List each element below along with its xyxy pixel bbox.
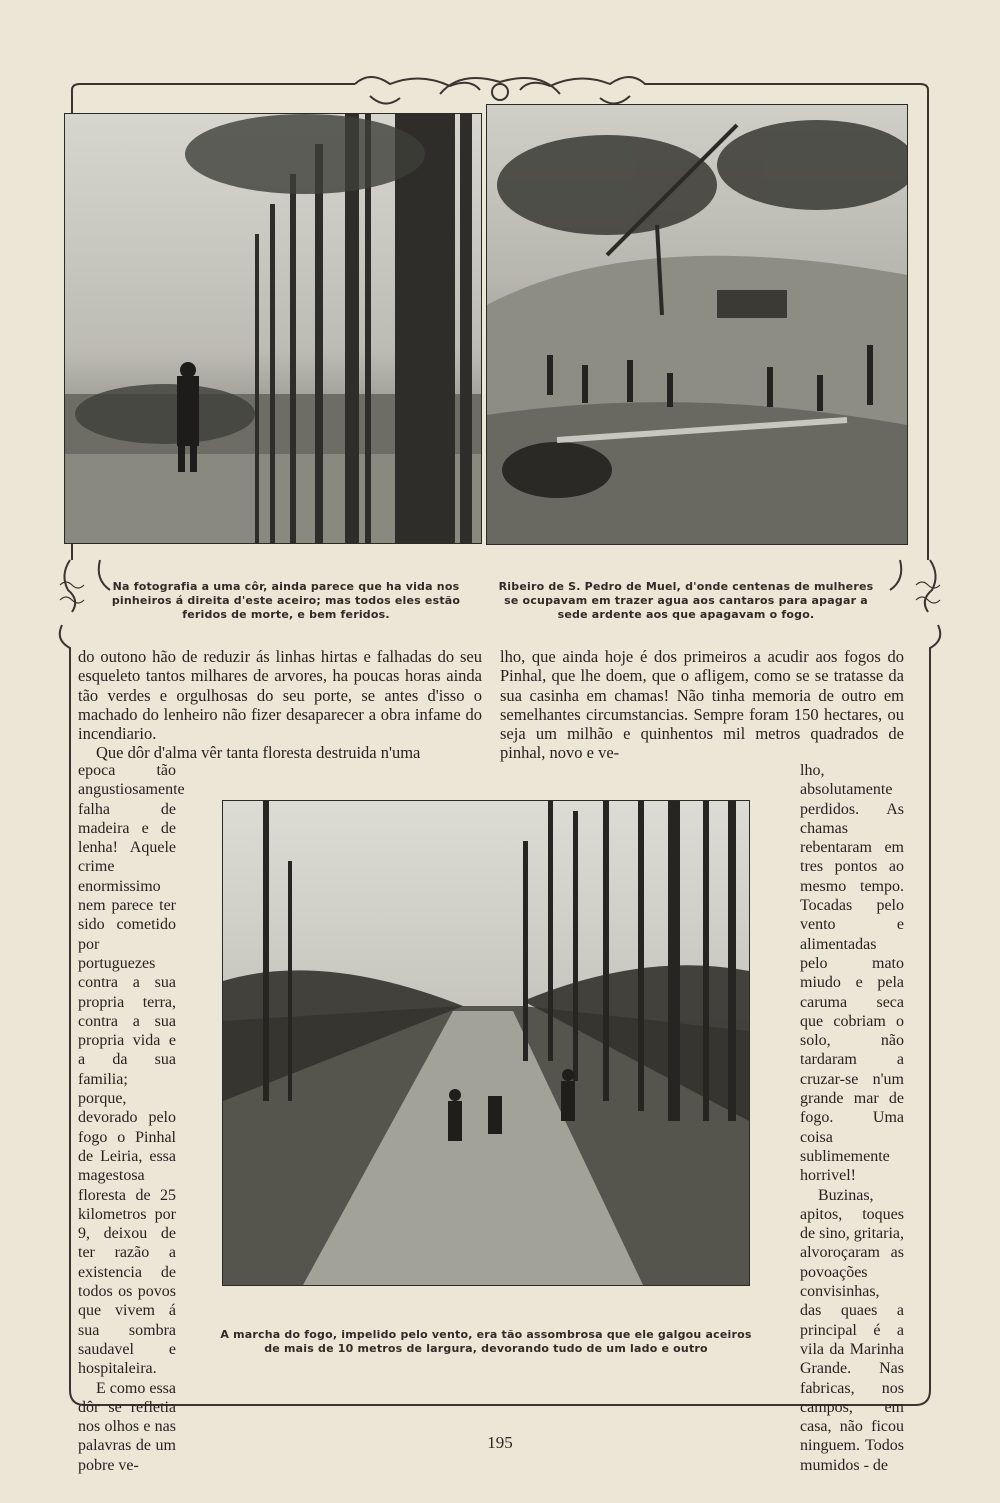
article-col2-top xyxy=(500,647,904,763)
firebreak-photo xyxy=(222,800,750,1286)
page-number: 195 xyxy=(487,1433,513,1452)
paragraph: lho, que ainda hoje é dos primeiros a acudir aos fogos do Pinhal, que lhe doem, que o afligem, como se se tratasse da sua casinha em chamas! Não tinha memoria de outro em semelhantes circumstancias. Sempre foram 150 hectares, ou seja um milhão e quinhentos mil metros quadrados de pinhal, novo e ve- xyxy=(500,647,904,763)
article-col1-top xyxy=(78,647,482,763)
stream-photo-ribeiro xyxy=(486,104,908,545)
caption-right: Ribeiro de S. Pedro de Muel, d'onde centenas de mulheres se ocupavam em trazer agua aos cantaros para apagar a sede ardente aos que apagavam o fogo. xyxy=(498,580,874,621)
paragraph: E como essa dôr se refletia nos olhos e nas palavras de um pobre ve- xyxy=(78,1379,176,1474)
paragraph: epoca tão angustiosamente falha de madeira e de lenha! Aquele crime enormissimo nem parece ter sido cometido por portuguezes contra a sua propria terra, contra a sua propria vida e a da sua familia; porque, devorado pelo fogo o Pinhal de Leiria, essa magestosa floresta de 25 kilometros por 9, deixou de ter razão a existencia de todos os povos que vivem á sua sombra saudavel e hospitaleira. xyxy=(78,762,185,1378)
article-col1-narrow xyxy=(78,761,185,1475)
paragraph: do outono hão de reduzir ás linhas hirtas e falhadas do seu esqueleto tantos milhares de arvores, ha poucas horas ainda tão verdes e orgulhosas do seu porte, se antes d'isso o machado do lenheiro não fizer desaparecer a obra infame do incendiario. xyxy=(78,647,482,744)
caption-bottom: A marcha do fogo, impelido pelo vento, era tão assombrosa que ele galgou aceiros de mais de 10 metros de largura, devorando tudo de um lado e outro xyxy=(220,1328,752,1355)
paragraph: Que dôr d'alma vêr tanta floresta destruida n'uma xyxy=(96,743,421,763)
forest-photo-man-among-pines xyxy=(64,113,482,544)
caption-left: Na fotografia a uma côr, ainda parece que ha vida nos pinheiros á direita d'este aceiro; mas todos eles estão feridos de morte, e bem feridos. xyxy=(111,580,461,621)
article-col2-narrow xyxy=(800,761,904,1475)
paragraph: Buzinas, apitos, toques de sino, gritaria, alvoroçaram as povoações convisinhas, das quaes a principal é a vila da Marinha Grande. Nas fabricas, nos campos, em casa, não ficou ninguem. Todos mumidos - de xyxy=(800,1186,904,1474)
paragraph: lho, absolutamente perdidos. As chamas rebentaram em tres pontos ao mesmo tempo. Tocadas pelo vento e alimentadas pelo mato miudo e pela caruma seca que cobriam o solo, não tardaram a cruzar-se n'um grande mar de fogo. Uma coisa sublimemente horrivel! xyxy=(800,762,904,1185)
